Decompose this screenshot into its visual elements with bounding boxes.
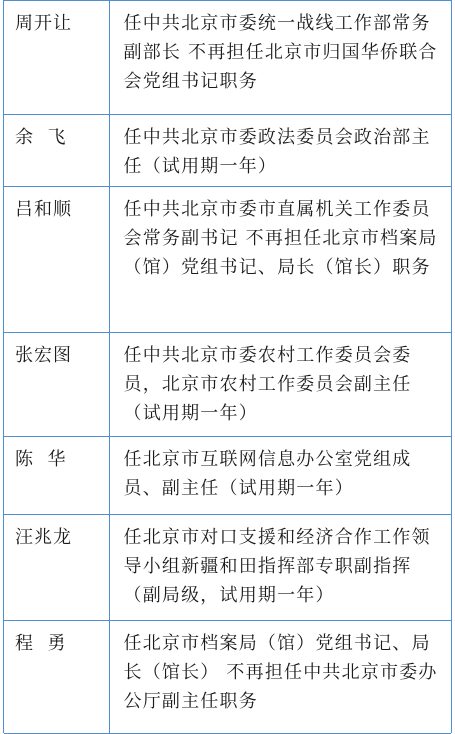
appointment-text: 任中共北京市委政法委员会政治部主任（试用期一年）: [109, 115, 451, 187]
table-row: [4, 187, 451, 333]
table-row: [4, 515, 451, 621]
appointment-text: 任中共北京市委市直属机关工作委员会常务副书记 不再担任北京市档案局（馆）党组书记、局长（馆长）职务: [109, 187, 451, 333]
table-row: [4, 621, 451, 734]
person-name: 吕和顺: [4, 187, 109, 333]
appointment-table: [4, 0, 451, 734]
appointment-text: 任中共北京市委统一战线工作部常务副部长 不再担任北京市归国华侨联合会党组书记职务: [109, 1, 451, 115]
person-name: 程 勇: [4, 621, 109, 734]
appointment-text: 任北京市对口支援和经济合作工作领导小组新疆和田指挥部专职副指挥（副局级，试用期一年）: [109, 515, 451, 621]
table-row: [4, 437, 451, 515]
appointment-table-sheet: [3, 0, 452, 733]
person-name: 陈 华: [4, 437, 109, 515]
person-name: 张宏图: [4, 333, 109, 437]
table-row: [4, 1, 451, 115]
person-name: 汪兆龙: [4, 515, 109, 621]
table-row: [4, 115, 451, 187]
appointment-text: 任北京市互联网信息办公室党组成员、副主任（试用期一年）: [109, 437, 451, 515]
appointment-text: 任中共北京市委农村工作委员会委员，北京市农村工作委员会副主任（试用期一年）: [109, 333, 451, 437]
table-row: [4, 333, 451, 437]
person-name: 余 飞: [4, 115, 109, 187]
appointment-text: 任北京市档案局（馆）党组书记、局长（馆长） 不再担任中共北京市委办公厅副主任职务: [109, 621, 451, 734]
person-name: 周开让: [4, 1, 109, 115]
